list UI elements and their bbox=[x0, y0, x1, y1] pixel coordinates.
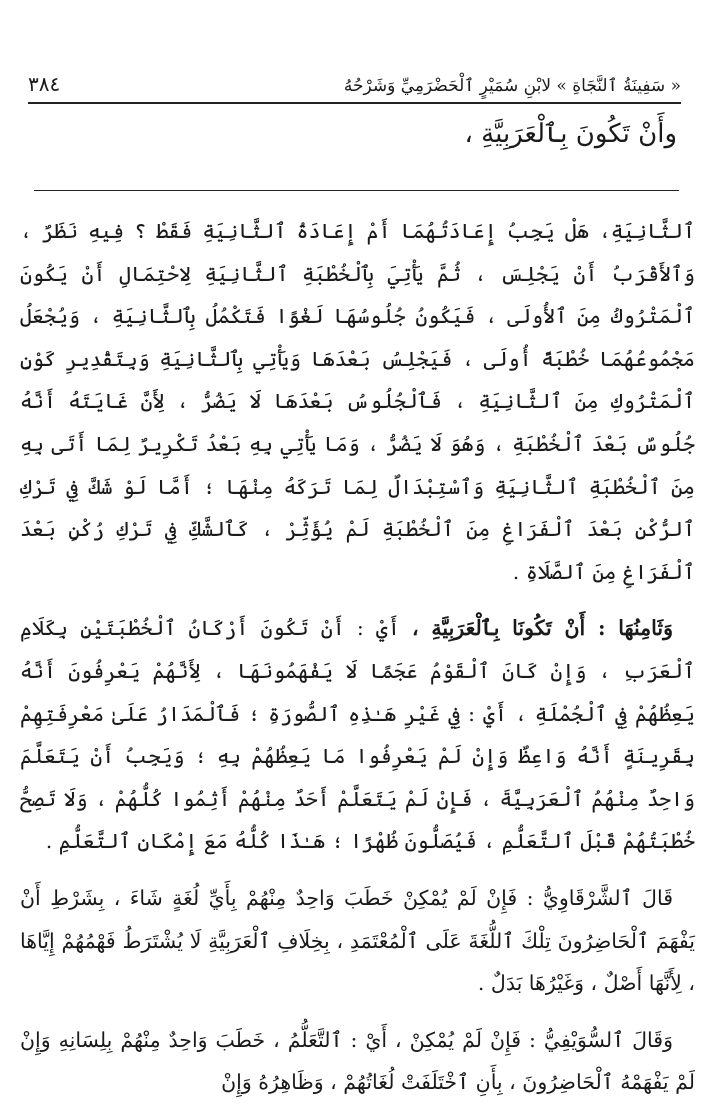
running-title: « سَفِينَةُ ٱلنَّجَاةِ » لابْنِ سُمَيْرٍ ٱلْحَضْرَمِيِّ وَشَرْحُهُ bbox=[343, 76, 681, 96]
paragraph-text: أَيْ : أَنْ تَكُونَ أَرْكَانُ ٱلْخُطْبَتَيْنِ بِكَلَامِ ٱلْعَرَبِ ، وَإِنْ كَانَ ٱلْقَوْمُ عَجَمًا لَا يَفْهَمُونَهَا ، لِأَنَّهُمْ يَعْرِفُونَ أَنَّهُ يَعِظُهُمْ فِي ٱلْجُمْلَةِ ، أَيْ : فِي غَيْرِ هَـٰذِهِ ٱلصُّورَةِ ؛ فَٱلْمَدَارُ عَلَىٰ مَعْرِفَتِهِمْ بِقَرِينَةٍ أَنَّهُ وَاعِظٌ وَإِنْ لَمْ يَعْرِفُوا مَا يَعِظُهُمْ بِهِ ؛ وَيَجِبُ أَنْ يَتَعَلَّمَ وَاحِدٌ مِنْهُمُ ٱلْعَرَبِيَّةَ ، فَإِنْ لَمْ يَتَعَلَّمْ أَحَدٌ مِنْهُمْ أَثِمُوا كُلُّهُمْ ، وَلَا تَصِحُّ خُطْبَتُهُمْ قَبْلَ ٱلتَّعَلُّمِ ، فَيُصَلُّونَ ظُهْرًا ؛ هَـٰذَا كُلُّهُ مَعَ إِمْكَانِ ٱلتَّعَلُّمِ . bbox=[20, 616, 695, 854]
matn-text: وأَنْ تَكُونَ بِٱلْعَرَبِيَّةِ ، bbox=[464, 119, 677, 149]
paragraph-lead: وَثَامِنُهَا : أَنْ تَكُونَا بِٱلْعَرَبِيَّةِ ، bbox=[412, 616, 673, 641]
separator-rule bbox=[34, 190, 679, 191]
paragraph bbox=[20, 877, 695, 1005]
page-number: ٣٨٤ bbox=[28, 72, 61, 96]
commentary-body bbox=[20, 210, 695, 1104]
paragraph bbox=[20, 607, 695, 863]
page-header bbox=[28, 56, 681, 104]
paragraph-text: ٱلثَّانِيَةِ، هَلْ يَجِبُ إِعَادَتُهُمَا أَمْ إِعَادَةُ ٱلثَّانِيَةِ فَقَطْ ؟ فِيهِ نَظَرٌ ، وَٱلأَقْرَبُ أَنْ يَجْلِسَ ، ثُمَّ يَأْتِيَ بِٱلْخُطْبَةِ ٱلثَّانِيَةِ لِاحْتِمَالِ أَنْ يَكُونَ ٱلْمَتْرُوكُ مِنَ ٱلأُولَى ، فَيَكُونُ جُلُوسُهَا لَغْوًا فَتَكْمُلُ بِٱلثَّانِيَةِ ، وَيُجْعَلُ مَجْمُوعُهُمَا خُطْبَةً أُولَى ، فَيَجْلِسُ بَعْدَهَا وَيَأْتِي بِٱلثَّانِيَةِ وَبِتَقْدِيرِ كَوْنِ ٱلْمَتْرُوكِ مِنَ ٱلثَّانِيَةِ ، فَٱلْجُلُوسُ بَعْدَهَا لَا يَضُرُّ ، لِأَنَّ غَايَتَهُ أَنَّهُ جُلُوسٌ بَعْدَ ٱلْخُطْبَةِ ، وَهُوَ لَا يَضُرُّ ، وَمَا يَأْتِي بِهِ بَعْدُ تَكْرِيرٌ لِمَا أَتَى بِهِ مِنَ ٱلْخُطْبَةِ ٱلثَّانِيَةِ وَٱسْتِبْدَالٌ لِمَا تَرَكَهُ مِنْهَا ؛ أَمَّا لَوْ شَكَّ فِي تَرْكِ ٱلرُّكْنِ بَعْدَ ٱلْفَرَاغِ مِنَ ٱلْخُطْبَةِ لَمْ يُؤَثِّرْ ، كَٱلشَّكِّ فِي تَرْكِ رُكْنٍ بَعْدَ ٱلْفَرَاغِ مِنَ ٱلصَّلَاةِ . bbox=[20, 219, 695, 584]
paragraph-text: وَقَالَ ٱلسُّوَيْفِيُّ : فَإِنْ لَمْ يُمْكِنْ ، أَيْ : ٱلتَّعَلُّمُ ، خَطَبَ وَاحِدٌ مِنْهُمْ بِلِسَانِهِ وَإِنْ لَمْ يَفْهَمْهُ ٱلْحَاضِرُونَ ، بِأَنِ ٱخْتَلَفَتْ لُغَاتُهُمْ ، وَظَاهِرُهُ وَإِنْ bbox=[20, 1027, 695, 1095]
paragraph bbox=[20, 1019, 695, 1104]
paragraph-text: قَالَ ٱلشَّرْقَاوِيُّ : فَإِنْ لَمْ يُمْكِنْ خَطَبَ وَاحِدٌ مِنْهُمْ بِأَيِّ لُغَةٍ شَاءَ ، بِشَرْطِ أَنْ يَفْهَمَ ٱلْحَاضِرُونَ تِلْكَ ٱللُّغَةَ عَلَى ٱلْمُعْتَمَدِ ، بِخِلَافِ ٱلْعَرَبِيَّةِ لَا يُشْتَرَطُ فَهْمُهُمْ إِيَّاهَا ، لِأَنَّهَا أَصْلٌ ، وَغَيْرُهَا بَدَلٌ . bbox=[20, 885, 695, 996]
paragraph bbox=[20, 210, 695, 593]
